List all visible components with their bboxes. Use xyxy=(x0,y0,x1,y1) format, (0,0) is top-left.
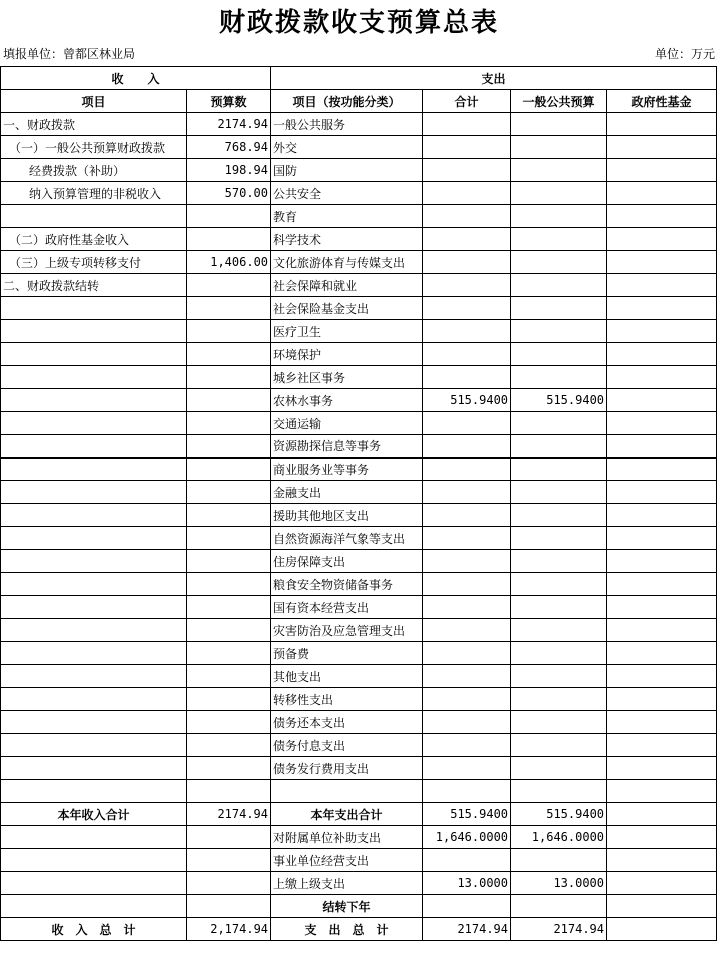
income-item-value xyxy=(187,665,271,688)
expense-item-fund xyxy=(607,205,717,228)
expense-item-label: 农林水事务 xyxy=(271,389,423,412)
income-item-value xyxy=(187,297,271,320)
expense-item-fund xyxy=(607,251,717,274)
income-item-value xyxy=(187,734,271,757)
income-item-value: 768.94 xyxy=(187,136,271,159)
expense-item-general xyxy=(511,504,607,527)
expense-item-label: 医疗卫生 xyxy=(271,320,423,343)
expense-item-fund xyxy=(607,458,717,481)
expense-item-fund xyxy=(607,182,717,205)
year-income-total-value: 2174.94 xyxy=(187,803,271,826)
page-title: 财政拨款收支预算总表 xyxy=(218,7,499,38)
grand-expense-total-value: 2174.94 xyxy=(423,918,511,941)
expense-item-label: 文化旅游体育与传媒支出 xyxy=(271,251,423,274)
expense-item-general xyxy=(511,205,607,228)
income-item-label: 经费拨款（补助） xyxy=(1,159,187,182)
grand-income-total-label: 收 入 总 计 xyxy=(1,918,187,941)
income-item-value xyxy=(187,711,271,734)
income-item-value xyxy=(187,389,271,412)
expense-item-general xyxy=(511,320,607,343)
table-row xyxy=(1,527,717,550)
expense-item-label: 社会保险基金支出 xyxy=(271,297,423,320)
year-expense-general-value: 515.9400 xyxy=(511,803,607,826)
income-item-label xyxy=(1,527,187,550)
income-item-label xyxy=(1,389,187,412)
expense-item-general xyxy=(511,688,607,711)
income-item-value xyxy=(187,780,271,803)
col-header-general: 一般公共预算 xyxy=(511,90,607,113)
expense-item-total: 13.0000 xyxy=(423,872,511,895)
table-row xyxy=(1,343,717,366)
income-item-label xyxy=(1,826,187,849)
expense-item-fund xyxy=(607,366,717,389)
income-item-value xyxy=(187,872,271,895)
expense-item-fund xyxy=(607,435,717,458)
expense-item-fund xyxy=(607,228,717,251)
expense-item-label: 科学技术 xyxy=(271,228,423,251)
expense-item-fund xyxy=(607,550,717,573)
income-item-label: （二）政府性基金收入 xyxy=(1,228,187,251)
expense-item-fund xyxy=(607,481,717,504)
section-header-row xyxy=(1,67,717,90)
expense-item-general xyxy=(511,274,607,297)
expense-item-total xyxy=(423,642,511,665)
income-item-value xyxy=(187,481,271,504)
table-row xyxy=(1,711,717,734)
expense-item-fund xyxy=(607,619,717,642)
expense-item-label: 转移性支出 xyxy=(271,688,423,711)
income-item-label xyxy=(1,734,187,757)
table-row xyxy=(1,205,717,228)
table-row xyxy=(1,757,717,780)
expense-item-label: 教育 xyxy=(271,205,423,228)
income-item-value xyxy=(187,274,271,297)
expense-item-label: 债务发行费用支出 xyxy=(271,757,423,780)
table-row xyxy=(1,251,717,274)
grand-total-row xyxy=(1,918,717,941)
currency-unit: 单位：万元 xyxy=(654,46,715,61)
carry-forward-row xyxy=(1,895,717,918)
grand-expense-fund-value xyxy=(607,918,717,941)
expense-item-fund xyxy=(607,642,717,665)
expense-item-fund xyxy=(607,136,717,159)
expense-item-label xyxy=(271,780,423,803)
table-row xyxy=(1,665,717,688)
reporting-unit: 填报单位：曾都区林业局 xyxy=(3,46,136,61)
expense-item-label: 预备费 xyxy=(271,642,423,665)
expense-item-general xyxy=(511,849,607,872)
income-item-label xyxy=(1,872,187,895)
income-item-value xyxy=(187,504,271,527)
expense-item-label: 债务付息支出 xyxy=(271,734,423,757)
income-item-value xyxy=(187,458,271,481)
expense-item-total xyxy=(423,343,511,366)
income-item-label xyxy=(1,895,187,918)
expense-item-total xyxy=(423,320,511,343)
meta-row xyxy=(0,40,718,66)
expense-item-label: 对附属单位补助支出 xyxy=(271,826,423,849)
expense-item-general: 515.9400 xyxy=(511,389,607,412)
col-header-total: 合计 xyxy=(423,90,511,113)
expense-item-label: 援助其他地区支出 xyxy=(271,504,423,527)
expense-item-fund xyxy=(607,849,717,872)
col-header-fund: 政府性基金 xyxy=(607,90,717,113)
income-item-value xyxy=(187,412,271,435)
expense-item-total xyxy=(423,757,511,780)
expense-item-fund xyxy=(607,596,717,619)
expense-item-label: 外交 xyxy=(271,136,423,159)
grand-expense-general-value: 2174.94 xyxy=(511,918,607,941)
income-item-value xyxy=(187,596,271,619)
table-row xyxy=(1,734,717,757)
income-item-label xyxy=(1,550,187,573)
table-row xyxy=(1,159,717,182)
expense-item-total xyxy=(423,504,511,527)
income-item-label: （三）上级专项转移支付 xyxy=(1,251,187,274)
expense-item-label: 债务还本支出 xyxy=(271,711,423,734)
income-item-label xyxy=(1,711,187,734)
income-item-label xyxy=(1,435,187,458)
expense-item-general xyxy=(511,550,607,573)
income-item-value xyxy=(187,826,271,849)
income-item-label xyxy=(1,205,187,228)
expense-item-total: 1,646.0000 xyxy=(423,826,511,849)
expense-item-fund xyxy=(607,573,717,596)
expense-item-fund xyxy=(607,159,717,182)
expense-item-general xyxy=(511,665,607,688)
expense-item-general xyxy=(511,182,607,205)
expense-item-fund xyxy=(607,412,717,435)
expense-item-label: 城乡社区事务 xyxy=(271,366,423,389)
table-row xyxy=(1,297,717,320)
income-item-label: 一、财政拨款 xyxy=(1,113,187,136)
table-row xyxy=(1,688,717,711)
expense-item-fund xyxy=(607,734,717,757)
expense-item-total xyxy=(423,711,511,734)
expense-item-general xyxy=(511,228,607,251)
expense-item-fund xyxy=(607,688,717,711)
expense-item-total xyxy=(423,251,511,274)
expense-item-general xyxy=(511,757,607,780)
year-expense-fund-value xyxy=(607,803,717,826)
table-row xyxy=(1,596,717,619)
expense-item-label: 自然资源海洋气象等支出 xyxy=(271,527,423,550)
expense-item-label: 粮食安全物资储备事务 xyxy=(271,573,423,596)
expense-item-general xyxy=(511,251,607,274)
column-header-row xyxy=(1,90,717,113)
expense-item-general xyxy=(511,412,607,435)
income-item-label xyxy=(1,665,187,688)
expense-item-general xyxy=(511,136,607,159)
expense-item-label: 国防 xyxy=(271,159,423,182)
expense-item-total xyxy=(423,458,511,481)
table-row xyxy=(1,550,717,573)
income-item-value xyxy=(187,527,271,550)
expense-item-label: 公共安全 xyxy=(271,182,423,205)
expense-item-general xyxy=(511,435,607,458)
expense-item-total xyxy=(423,274,511,297)
expense-item-label: 其他支出 xyxy=(271,665,423,688)
table-row xyxy=(1,412,717,435)
table-row xyxy=(1,504,717,527)
expense-item-total xyxy=(423,527,511,550)
income-item-value xyxy=(187,320,271,343)
income-item-value xyxy=(187,688,271,711)
expense-item-general: 1,646.0000 xyxy=(511,826,607,849)
table-row xyxy=(1,366,717,389)
expense-item-general xyxy=(511,527,607,550)
expense-item-total xyxy=(423,596,511,619)
income-item-label: 二、财政拨款结转 xyxy=(1,274,187,297)
table-row xyxy=(1,320,717,343)
income-item-value xyxy=(187,435,271,458)
expense-item-label: 灾害防治及应急管理支出 xyxy=(271,619,423,642)
expense-item-general xyxy=(511,573,607,596)
expense-item-general xyxy=(511,642,607,665)
expense-item-general xyxy=(511,780,607,803)
income-item-value xyxy=(187,573,271,596)
income-item-label xyxy=(1,504,187,527)
table-row xyxy=(1,274,717,297)
expense-item-total xyxy=(423,734,511,757)
income-section-header: 收 入 xyxy=(1,67,271,90)
income-item-value xyxy=(187,366,271,389)
expense-item-fund xyxy=(607,665,717,688)
expense-item-total: 515.9400 xyxy=(423,389,511,412)
year-expense-total-value: 515.9400 xyxy=(423,803,511,826)
income-item-value: 198.94 xyxy=(187,159,271,182)
table-row xyxy=(1,458,717,481)
expense-item-general xyxy=(511,297,607,320)
income-item-label xyxy=(1,366,187,389)
income-item-label: 纳入预算管理的非税收入 xyxy=(1,182,187,205)
income-item-value xyxy=(187,642,271,665)
expense-item-general xyxy=(511,159,607,182)
income-item-label xyxy=(1,573,187,596)
table-row xyxy=(1,642,717,665)
expense-item-fund xyxy=(607,274,717,297)
budget-table xyxy=(0,66,717,941)
expense-item-label: 环境保护 xyxy=(271,343,423,366)
expense-item-fund xyxy=(607,113,717,136)
income-item-label xyxy=(1,297,187,320)
expense-item-fund xyxy=(607,826,717,849)
income-item-label xyxy=(1,849,187,872)
expense-item-general xyxy=(511,113,607,136)
table-row xyxy=(1,826,717,849)
expense-item-fund xyxy=(607,895,717,918)
expense-item-general xyxy=(511,481,607,504)
income-item-value xyxy=(187,757,271,780)
expense-item-general xyxy=(511,366,607,389)
expense-item-total xyxy=(423,159,511,182)
table-row xyxy=(1,849,717,872)
expense-item-general xyxy=(511,458,607,481)
table-row xyxy=(1,389,717,412)
year-income-total-label: 本年收入合计 xyxy=(1,803,187,826)
expense-section-header: 支出 xyxy=(271,67,717,90)
table-row xyxy=(1,182,717,205)
income-item-value xyxy=(187,205,271,228)
expense-item-total xyxy=(423,228,511,251)
expense-item-total xyxy=(423,550,511,573)
expense-item-label: 金融支出 xyxy=(271,481,423,504)
expense-item-label: 住房保障支出 xyxy=(271,550,423,573)
expense-item-label: 社会保障和就业 xyxy=(271,274,423,297)
expense-item-label: 交通运输 xyxy=(271,412,423,435)
expense-item-fund xyxy=(607,297,717,320)
income-item-value: 1,406.00 xyxy=(187,251,271,274)
table-row xyxy=(1,136,717,159)
col-header-item: 项目 xyxy=(1,90,187,113)
expense-item-total xyxy=(423,412,511,435)
expense-item-fund xyxy=(607,527,717,550)
year-expense-total-label: 本年支出合计 xyxy=(271,803,423,826)
expense-item-total xyxy=(423,481,511,504)
expense-item-label: 国有资本经营支出 xyxy=(271,596,423,619)
income-item-label xyxy=(1,458,187,481)
expense-item-total xyxy=(423,366,511,389)
expense-item-total xyxy=(423,619,511,642)
income-item-value xyxy=(187,619,271,642)
income-item-value: 570.00 xyxy=(187,182,271,205)
expense-item-general xyxy=(511,895,607,918)
income-item-label xyxy=(1,320,187,343)
expense-item-label: 商业服务业等事务 xyxy=(271,458,423,481)
expense-item-general xyxy=(511,711,607,734)
income-item-label xyxy=(1,343,187,366)
expense-item-label: 事业单位经营支出 xyxy=(271,849,423,872)
table-row xyxy=(1,573,717,596)
expense-item-total xyxy=(423,688,511,711)
income-item-label xyxy=(1,780,187,803)
expense-item-general xyxy=(511,596,607,619)
income-item-label xyxy=(1,688,187,711)
income-item-label: （一）一般公共预算财政拨款 xyxy=(1,136,187,159)
table-row xyxy=(1,780,717,803)
expense-item-total xyxy=(423,182,511,205)
income-item-value xyxy=(187,849,271,872)
expense-item-general xyxy=(511,734,607,757)
table-row xyxy=(1,228,717,251)
col-header-func-item: 项目（按功能分类） xyxy=(271,90,423,113)
expense-item-fund xyxy=(607,711,717,734)
income-item-label xyxy=(1,619,187,642)
expense-item-total xyxy=(423,780,511,803)
table-row xyxy=(1,435,717,458)
expense-item-general: 13.0000 xyxy=(511,872,607,895)
expense-item-total xyxy=(423,113,511,136)
expense-item-total xyxy=(423,895,511,918)
expense-item-fund xyxy=(607,389,717,412)
table-row xyxy=(1,481,717,504)
income-item-label xyxy=(1,642,187,665)
income-item-value: 2174.94 xyxy=(187,113,271,136)
income-item-value xyxy=(187,228,271,251)
expense-item-general xyxy=(511,619,607,642)
expense-item-fund xyxy=(607,504,717,527)
year-total-row xyxy=(1,803,717,826)
income-item-value xyxy=(187,550,271,573)
income-item-label xyxy=(1,757,187,780)
grand-income-total-value: 2,174.94 xyxy=(187,918,271,941)
expense-item-total xyxy=(423,573,511,596)
expense-item-total xyxy=(423,297,511,320)
expense-item-general xyxy=(511,343,607,366)
expense-item-fund xyxy=(607,757,717,780)
income-item-label xyxy=(1,412,187,435)
expense-item-total xyxy=(423,435,511,458)
grand-expense-total-label: 支 出 总 计 xyxy=(271,918,423,941)
table-row xyxy=(1,113,717,136)
income-item-value xyxy=(187,895,271,918)
income-item-label xyxy=(1,481,187,504)
income-item-label xyxy=(1,596,187,619)
expense-item-label: 资源勘探信息等事务 xyxy=(271,435,423,458)
expense-item-total xyxy=(423,665,511,688)
expense-item-fund xyxy=(607,343,717,366)
expense-item-total xyxy=(423,205,511,228)
table-row xyxy=(1,619,717,642)
col-header-budget: 预算数 xyxy=(187,90,271,113)
expense-item-label: 上缴上级支出 xyxy=(271,872,423,895)
expense-item-fund xyxy=(607,872,717,895)
expense-item-total xyxy=(423,849,511,872)
expense-item-fund xyxy=(607,320,717,343)
table-row xyxy=(1,872,717,895)
carry-forward-label: 结转下年 xyxy=(271,895,423,918)
income-item-value xyxy=(187,343,271,366)
expense-item-label: 一般公共服务 xyxy=(271,113,423,136)
expense-item-fund xyxy=(607,780,717,803)
expense-item-total xyxy=(423,136,511,159)
